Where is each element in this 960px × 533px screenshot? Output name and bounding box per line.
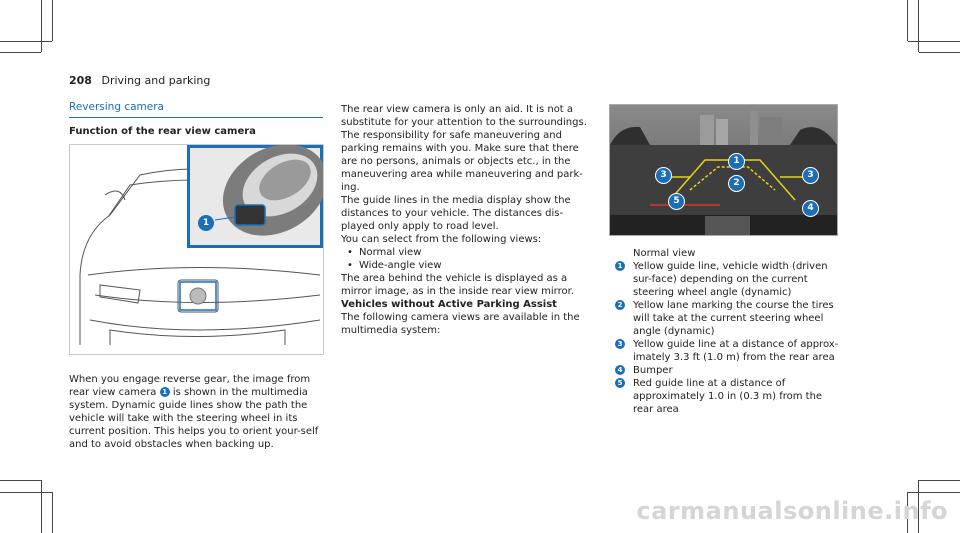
callout-badge: 1: [160, 387, 170, 397]
view-list: [341, 246, 593, 272]
image-callout-2: 2: [728, 175, 745, 192]
legend-item: [615, 377, 845, 416]
car-rear-drawing: [70, 145, 323, 354]
crop-mark: [908, 492, 960, 493]
image-callout-5: 5: [668, 193, 685, 210]
legend-text: Red guide line at a distance of approximately 1.0 in (0.3 m) from the rear area: [633, 378, 823, 415]
section-name: Driving and parking: [101, 74, 211, 87]
left-body-text: [69, 373, 324, 451]
camera-view-image: [609, 104, 838, 236]
crop-mark: [0, 41, 52, 42]
crop-mark: [918, 0, 919, 52]
image-callout-1: 1: [728, 153, 745, 170]
list-item: • Wide-angle view: [359, 259, 593, 272]
crop-mark: [0, 492, 52, 493]
legend-badge: 2: [615, 300, 625, 310]
middle-body-text: [341, 103, 593, 337]
image-callout-4: 4: [802, 200, 819, 217]
page-header: [69, 74, 210, 87]
bold-heading: Vehicles without Active Parking Assist: [341, 299, 557, 310]
legend-text: Bumper: [633, 365, 673, 376]
car-rear-illustration: [69, 144, 324, 355]
crop-mark: [919, 52, 960, 53]
watermark: carmanualsonline.info: [636, 497, 948, 525]
legend-badge: 3: [615, 339, 625, 349]
image-callout-3-left: 3: [655, 167, 672, 184]
subsection-title: Function of the rear view camera: [69, 126, 256, 137]
para-guide-lines: The guide lines in the media display show the distances to your vehicle. The distances dis-played only apply to road level.: [341, 195, 571, 232]
figure-caption: Normal view: [633, 248, 696, 259]
para-mirror: The area behind the vehicle is displayed as a mirror image, as in the inside rear view mirror.: [341, 273, 574, 297]
list-item: • Normal view: [359, 246, 593, 259]
legend-text: Yellow guide line at a distance of approx-imately 3.3 ft (1.0 m) from the rear area: [633, 339, 839, 363]
crop-mark: [41, 480, 42, 533]
legend-badge: 5: [615, 378, 625, 388]
crop-mark: [908, 41, 960, 42]
legend-item: [615, 338, 845, 364]
legend-badge: 1: [615, 261, 625, 271]
crop-mark: [907, 0, 908, 41]
crop-mark: [919, 480, 960, 481]
legend-badge: 4: [615, 365, 625, 375]
crop-mark: [52, 0, 53, 41]
crop-mark: [52, 492, 53, 533]
para-camera-views: The following camera views are available in the multimedia system:: [341, 312, 580, 336]
legend-text: Yellow lane marking the course the tires will take at the current steering wheel angle (dynamic): [633, 300, 834, 337]
legend-item: [615, 364, 845, 377]
crop-mark: [0, 52, 41, 53]
crop-mark: [0, 480, 41, 481]
para-intro-cont: is shown in the multimedia system. Dynamic guide lines show the path the vehicle will take with the steering wheel in its current position. This helps you to orient your-self and to avoid obstacles when backing up.: [69, 387, 319, 450]
section-title: Reversing camera: [69, 101, 164, 113]
image-callout-3-right: 3: [802, 167, 819, 184]
crop-mark: [41, 0, 42, 52]
para-aid: The rear view camera is only an aid. It is not a substitute for your attention to the surroundings. The responsibility for safe maneuvering and parking remains with you. Make sure that there are no persons, animals or objects etc., in the maneuvering area while maneuvering and park-ing.: [341, 104, 587, 193]
para-intro: When you engage reverse gear, the image from rear view camera: [69, 374, 311, 398]
legend-item: [615, 260, 845, 299]
legend-item: [615, 299, 845, 338]
figure-legend: [615, 247, 845, 416]
para-views: You can select from the following views:: [341, 234, 542, 245]
legend-text: Yellow guide line, vehicle width (driven sur-face) depending on the current steering wheel angle (dynamic): [633, 261, 828, 298]
callout-badge: 1: [198, 215, 214, 231]
section-rule: [69, 117, 323, 118]
page-number: 208: [69, 74, 92, 87]
